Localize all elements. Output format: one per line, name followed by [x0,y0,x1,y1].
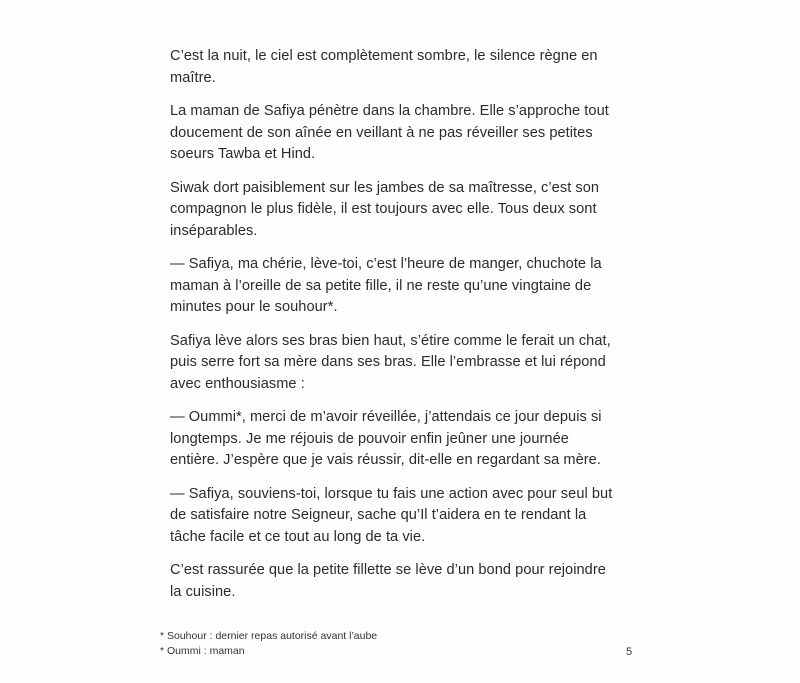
story-text [170,46,620,615]
paragraph: C’est rassurée que la petite fillette se lève d’un bond pour rejoindre la cuisine. [170,562,606,600]
paragraph: Siwak dort paisiblement sur les jambes de sa maîtresse, c’est son compagnon le plus fidèle, il est toujours avec elle. Tous deux sont inséparables. [170,179,600,239]
paragraph: — Oummi*, merci de m’avoir réveillée, j’attendais ce jour depuis si longtemps. Je me réjouis de pouvoir enfin jeûner une journée entière. J’espère que je vais réussir, dit-elle en regardant sa mère. [170,409,602,468]
paragraph: — Safiya, ma chérie, lève-toi, c’est l’heure de manger, chuchote la maman à l’oreille de sa petite fille, il ne reste qu’une vingtaine de minutes pour le souhour*. [170,256,602,315]
paragraph: — Safiya, souviens-toi, lorsque tu fais une action avec pour seul but de satisfaire notre Seigneur, sache qu’Il t’aidera en te rendant la tâche facile et ce tout au long de ta vie. [170,485,613,545]
paragraph: C’est la nuit, le ciel est complètement sombre, le silence règne en maître. [170,48,598,86]
page-number: 5 [626,646,633,658]
paragraph: La maman de Safiya pénètre dans la chambre. Elle s’approche tout doucement de son aînée en veillant à ne pas réveiller ses petites soeurs Tawba et Hind. [170,103,609,162]
paragraph: Safiya lève alors ses bras bien haut, s’étire comme le ferait un chat, puis serre fort sa mère dans ses bras. Elle l’embrasse et lui répond avec enthousiasme : [170,332,611,392]
footnotes [160,629,377,659]
footnote: * Oummi : maman [160,645,245,657]
footnote: * Souhour : dernier repas autorisé avant l’aube [160,630,378,642]
